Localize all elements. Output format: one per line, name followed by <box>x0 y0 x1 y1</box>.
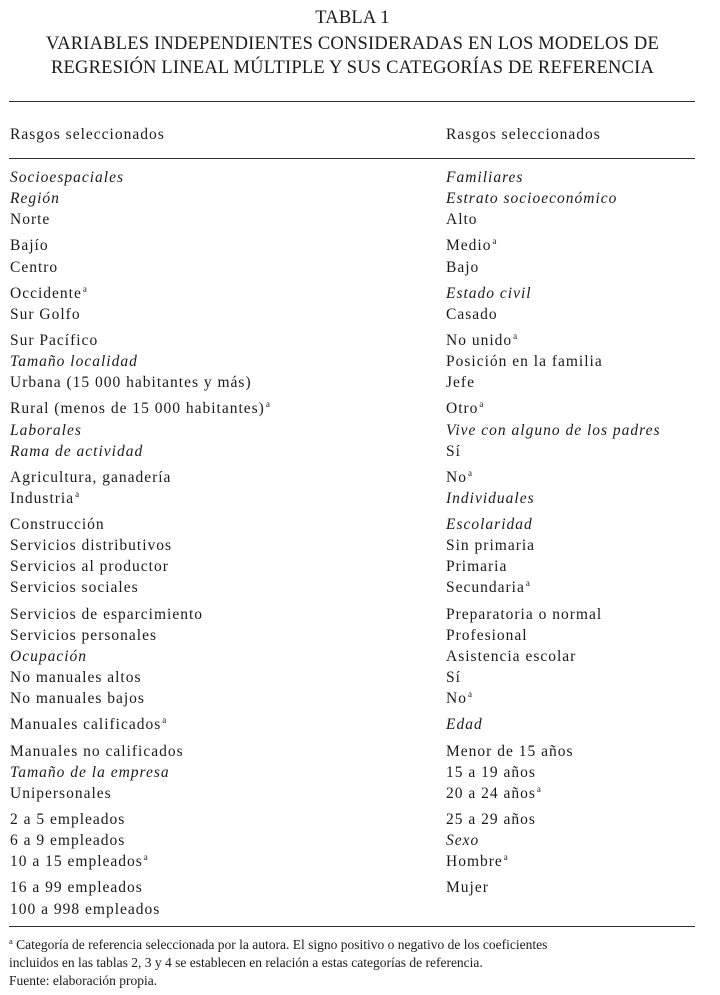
right-row-cat <box>446 852 508 871</box>
row-label: Servicios distributivos <box>10 537 173 554</box>
row-label: Jefe <box>446 374 475 391</box>
row-label: Rural (menos de 15 000 habitantes) <box>10 400 265 417</box>
row-label: Laborales <box>10 422 82 439</box>
right-row-cat <box>446 605 602 624</box>
row-label: 2 a 5 empleados <box>10 811 126 828</box>
right-row-cat <box>446 742 574 761</box>
row-label: Industria <box>10 490 75 507</box>
right-row-cat <box>446 689 472 708</box>
row-label: 10 a 15 empleados <box>10 853 143 870</box>
row-label: Sí <box>446 669 461 686</box>
row-label: No manuales altos <box>10 669 142 686</box>
row-label: Unipersonales <box>10 785 112 802</box>
right-column-header: Rasgos seleccionados <box>446 126 601 143</box>
row-label: No <box>446 469 467 486</box>
row-label: 100 a 998 empleados <box>10 901 161 918</box>
footnote-marker: a <box>9 936 13 946</box>
row-label: 20 a 24 años <box>446 785 536 802</box>
right-row-var <box>446 831 479 850</box>
right-row-cat <box>446 442 461 461</box>
footnote-text-line-1: Categoría de referencia seleccionada por la autora. El signo positivo o negativo de los coeficientes <box>12 937 548 952</box>
reference-category-marker: a <box>162 715 167 725</box>
row-label: Sur Golfo <box>10 306 81 323</box>
row-label: Asistencia escolar <box>446 648 577 665</box>
bottom-rule <box>9 926 695 927</box>
table-number: TABLA 1 <box>315 8 390 28</box>
row-label: Profesional <box>446 627 528 644</box>
row-label: 16 a 99 empleados <box>10 879 143 896</box>
row-label: Casado <box>446 306 498 323</box>
right-row-cat <box>446 668 461 687</box>
right-row-cat <box>446 468 472 487</box>
right-row-group <box>446 168 523 187</box>
right-row-cat <box>446 810 536 829</box>
table-title-line-1: VARIABLES INDEPENDIENTES CONSIDERADAS EN LOS MODELOS DE <box>46 34 659 54</box>
reference-category-marker: a <box>467 468 472 478</box>
row-label: Hombre <box>446 853 503 870</box>
right-row-cat <box>446 352 603 371</box>
reference-category-marker: a <box>82 284 87 294</box>
right-row-cat <box>446 878 489 897</box>
right-row-var <box>446 284 532 303</box>
right-row-var <box>446 421 661 440</box>
right-row-var <box>446 515 533 534</box>
row-label: Escolaridad <box>446 516 533 533</box>
reference-category-marker: a <box>265 399 270 409</box>
row-label: Alto <box>446 211 478 228</box>
row-label: Norte <box>10 211 51 228</box>
row-label: Sur Pacífico <box>10 332 99 349</box>
row-label: Servicios sociales <box>10 579 139 596</box>
right-row-cat <box>446 626 528 645</box>
row-label: Sexo <box>446 832 480 849</box>
right-row-cat <box>446 236 496 255</box>
row-label: Otro <box>446 400 479 417</box>
row-label: Bajo <box>446 259 480 276</box>
row-label: Sí <box>446 443 461 460</box>
row-label: Menor de 15 años <box>446 743 574 760</box>
right-row-cat <box>446 210 478 229</box>
right-row-cat <box>446 399 483 418</box>
reference-category-marker: a <box>143 852 148 862</box>
reference-category-marker: a <box>525 578 530 588</box>
row-label: Sin primaria <box>446 537 536 554</box>
right-row-var <box>446 189 617 208</box>
right-row-cat <box>446 373 475 392</box>
left-column-header: Rasgos seleccionados <box>10 126 165 143</box>
reference-category-marker: a <box>492 236 497 246</box>
row-label: Bajío <box>10 237 49 254</box>
reference-category-marker: a <box>513 331 518 341</box>
right-row-cat <box>446 258 479 277</box>
right-row-group <box>446 489 535 508</box>
row-label: Primaria <box>446 558 508 575</box>
row-label: 25 a 29 años <box>446 811 536 828</box>
row-label: Servicios al productor <box>10 558 169 575</box>
row-label: Edad <box>446 716 483 733</box>
row-label: Estado civil <box>446 285 532 302</box>
right-row-cat <box>446 305 498 324</box>
row-label: Tamaño localidad <box>10 353 138 370</box>
row-label: No <box>446 690 467 707</box>
right-row-cat <box>446 647 576 666</box>
row-label: No manuales bajos <box>10 690 145 707</box>
row-label: 6 a 9 empleados <box>10 832 126 849</box>
row-label: Posición en la familia <box>446 353 603 370</box>
row-label: Urbana (15 000 habitantes y más) <box>10 374 252 391</box>
row-label: Familiares <box>446 169 524 186</box>
row-label: Socioespaciales <box>10 169 125 186</box>
row-label: Secundaria <box>446 579 525 596</box>
reference-category-marker: a <box>479 399 484 409</box>
row-label: No unido <box>446 332 513 349</box>
row-label: Región <box>10 190 60 207</box>
row-label: 15 a 19 años <box>446 764 536 781</box>
reference-category-marker: a <box>75 489 80 499</box>
right-row-cat <box>446 331 517 350</box>
row-label: Servicios personales <box>10 627 157 644</box>
row-label: Mujer <box>446 879 489 896</box>
table-title-line-2: REGRESIÓN LINEAL MÚLTIPLE Y SUS CATEGORÍAS DE REFERENCIA <box>50 58 655 78</box>
row-label: Servicios de esparcimiento <box>10 606 204 623</box>
row-label: Centro <box>10 259 59 276</box>
footnote <box>9 937 547 953</box>
row-label: Vive con alguno de los padres <box>446 422 661 439</box>
right-row-cat <box>446 557 507 576</box>
row-label: Individuales <box>446 490 535 507</box>
right-row-var <box>446 715 483 734</box>
right-row-cat <box>446 784 541 803</box>
source-note: Fuente: elaboración propia. <box>9 973 158 988</box>
row-label: Estrato socioeconómico <box>446 190 618 207</box>
row-label: Occidente <box>10 285 82 302</box>
reference-category-marker: a <box>503 852 508 862</box>
row-label: Preparatoria o normal <box>446 606 603 623</box>
row-label: Manuales calificados <box>10 716 162 733</box>
row-label: Agricultura, ganadería <box>10 469 172 486</box>
row-label: Construcción <box>10 516 105 533</box>
row-label: Manuales no calificados <box>10 743 184 760</box>
right-row-cat <box>446 763 536 782</box>
row-label: Medio <box>446 237 492 254</box>
right-row-cat <box>446 578 530 597</box>
row-label: Ocupación <box>10 648 88 665</box>
footnote-line-2: incluidos en las tablas 2, 3 y 4 se establecen en relación a estas categorías de referencia. <box>9 955 483 970</box>
reference-category-marker: a <box>536 784 541 794</box>
row-label: Tamaño de la empresa <box>10 764 170 781</box>
right-row-cat <box>446 536 535 555</box>
reference-category-marker: a <box>467 689 472 699</box>
row-label: Rama de actividad <box>10 443 144 460</box>
